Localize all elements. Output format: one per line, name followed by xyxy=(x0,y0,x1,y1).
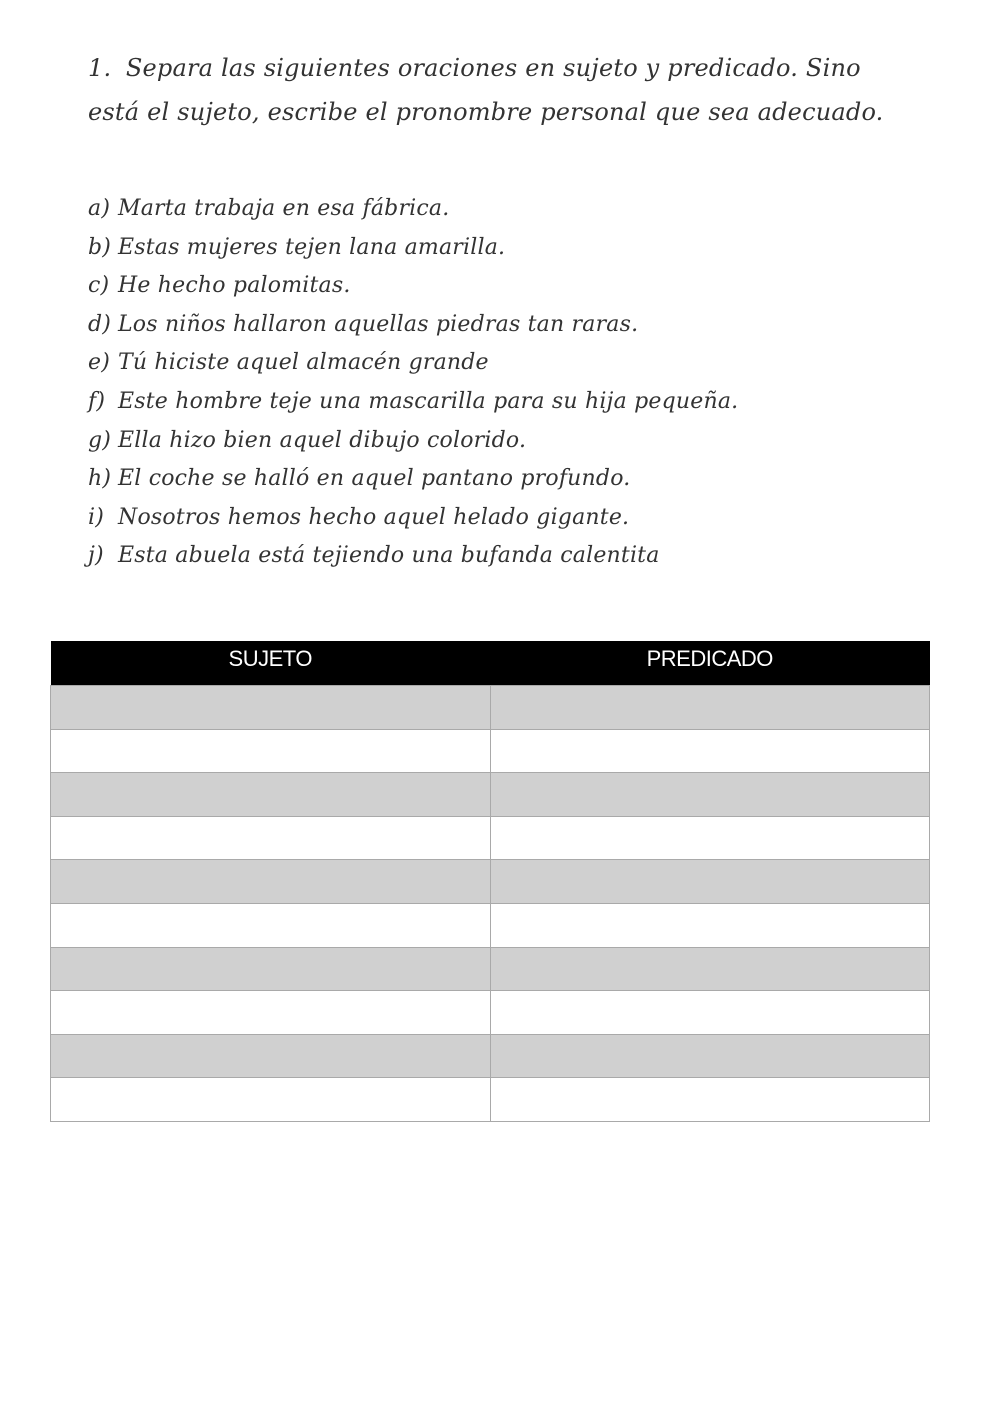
sentence-list xyxy=(88,190,938,576)
sujeto-answer-cell[interactable] xyxy=(51,991,491,1035)
table-row xyxy=(51,991,930,1035)
answer-table-body xyxy=(51,686,930,1122)
sentence-text: He hecho palomitas. xyxy=(118,273,351,299)
sentence-letter: g) xyxy=(88,427,112,453)
sentence-letter: e) xyxy=(88,350,111,376)
sentence-text: Nosotros hemos hecho aquel helado gigante. xyxy=(118,504,630,530)
sujeto-answer-cell[interactable] xyxy=(51,816,491,860)
table-row xyxy=(51,816,930,860)
exercise-instruction-text: Separa las siguientes oraciones en sujeto y predicado. Sino está el sujeto, escribe el pronombre personal que sea adecuado. xyxy=(88,54,884,126)
sentence-letter: c) xyxy=(88,273,110,299)
table-row xyxy=(51,729,930,773)
sentence-text: Ella hizo bien aquel dibujo colorido. xyxy=(118,427,527,453)
sentence-letter: h) xyxy=(88,466,112,492)
table-row xyxy=(51,773,930,817)
sujeto-answer-cell[interactable] xyxy=(51,947,491,991)
sentence-text: Este hombre teje una mascarilla para su hija pequeña. xyxy=(118,388,739,414)
table-row xyxy=(51,1078,930,1122)
predicado-answer-cell[interactable] xyxy=(490,903,930,947)
predicado-answer-cell[interactable] xyxy=(490,729,930,773)
answer-table xyxy=(50,641,930,1122)
predicado-answer-cell[interactable] xyxy=(490,947,930,991)
predicado-answer-cell[interactable] xyxy=(490,991,930,1035)
predicado-answer-cell[interactable] xyxy=(490,686,930,730)
sentence-text: Marta trabaja en esa fábrica. xyxy=(118,196,450,221)
sujeto-answer-cell[interactable] xyxy=(51,686,491,730)
answer-table-header-row xyxy=(51,641,930,686)
table-row xyxy=(51,860,930,904)
sentence-letter: i) xyxy=(88,504,105,530)
predicado-answer-cell[interactable] xyxy=(490,773,930,817)
sujeto-answer-cell[interactable] xyxy=(51,729,491,773)
sentence-item xyxy=(88,422,938,461)
sentence-letter: d) xyxy=(88,311,112,337)
sentence-text: Los niños hallaron aquellas piedras tan raras. xyxy=(118,311,639,337)
predicado-answer-cell[interactable] xyxy=(490,816,930,860)
predicado-column-header: PREDICADO xyxy=(490,641,930,686)
sentence-item xyxy=(88,499,938,538)
sentence-item xyxy=(88,537,938,576)
sentence-item xyxy=(88,190,938,229)
sentence-text: El coche se halló en aquel pantano profundo. xyxy=(118,466,631,492)
table-row xyxy=(51,947,930,991)
table-row xyxy=(51,903,930,947)
sujeto-column-header: SUJETO xyxy=(51,641,491,686)
sentence-item xyxy=(88,229,938,268)
predicado-answer-cell[interactable] xyxy=(490,1078,930,1122)
sentence-letter: j) xyxy=(88,543,104,569)
sujeto-answer-cell[interactable] xyxy=(51,1078,491,1122)
sujeto-answer-cell[interactable] xyxy=(51,860,491,904)
sentence-letter: f) xyxy=(88,388,106,414)
sujeto-answer-cell[interactable] xyxy=(51,773,491,817)
sentence-item xyxy=(88,306,938,345)
predicado-answer-cell[interactable] xyxy=(490,860,930,904)
predicado-answer-cell[interactable] xyxy=(490,1034,930,1078)
exercise-number: 1. xyxy=(88,54,112,82)
sentence-text: Tú hiciste aquel almacén grande xyxy=(118,350,489,376)
sentence-item xyxy=(88,383,938,422)
sentence-letter: a) xyxy=(88,196,111,221)
sentence-text: Estas mujeres tejen lana amarilla. xyxy=(118,234,506,260)
table-row xyxy=(51,686,930,730)
sentence-item xyxy=(88,344,938,383)
sentence-item xyxy=(88,460,938,499)
sentence-letter: b) xyxy=(88,234,112,260)
exercise-instruction xyxy=(88,46,908,134)
sentence-text: Esta abuela está tejiendo una bufanda calentita xyxy=(118,543,660,569)
sujeto-answer-cell[interactable] xyxy=(51,1034,491,1078)
sujeto-answer-cell[interactable] xyxy=(51,903,491,947)
sentence-item xyxy=(88,267,938,306)
table-row xyxy=(51,1034,930,1078)
